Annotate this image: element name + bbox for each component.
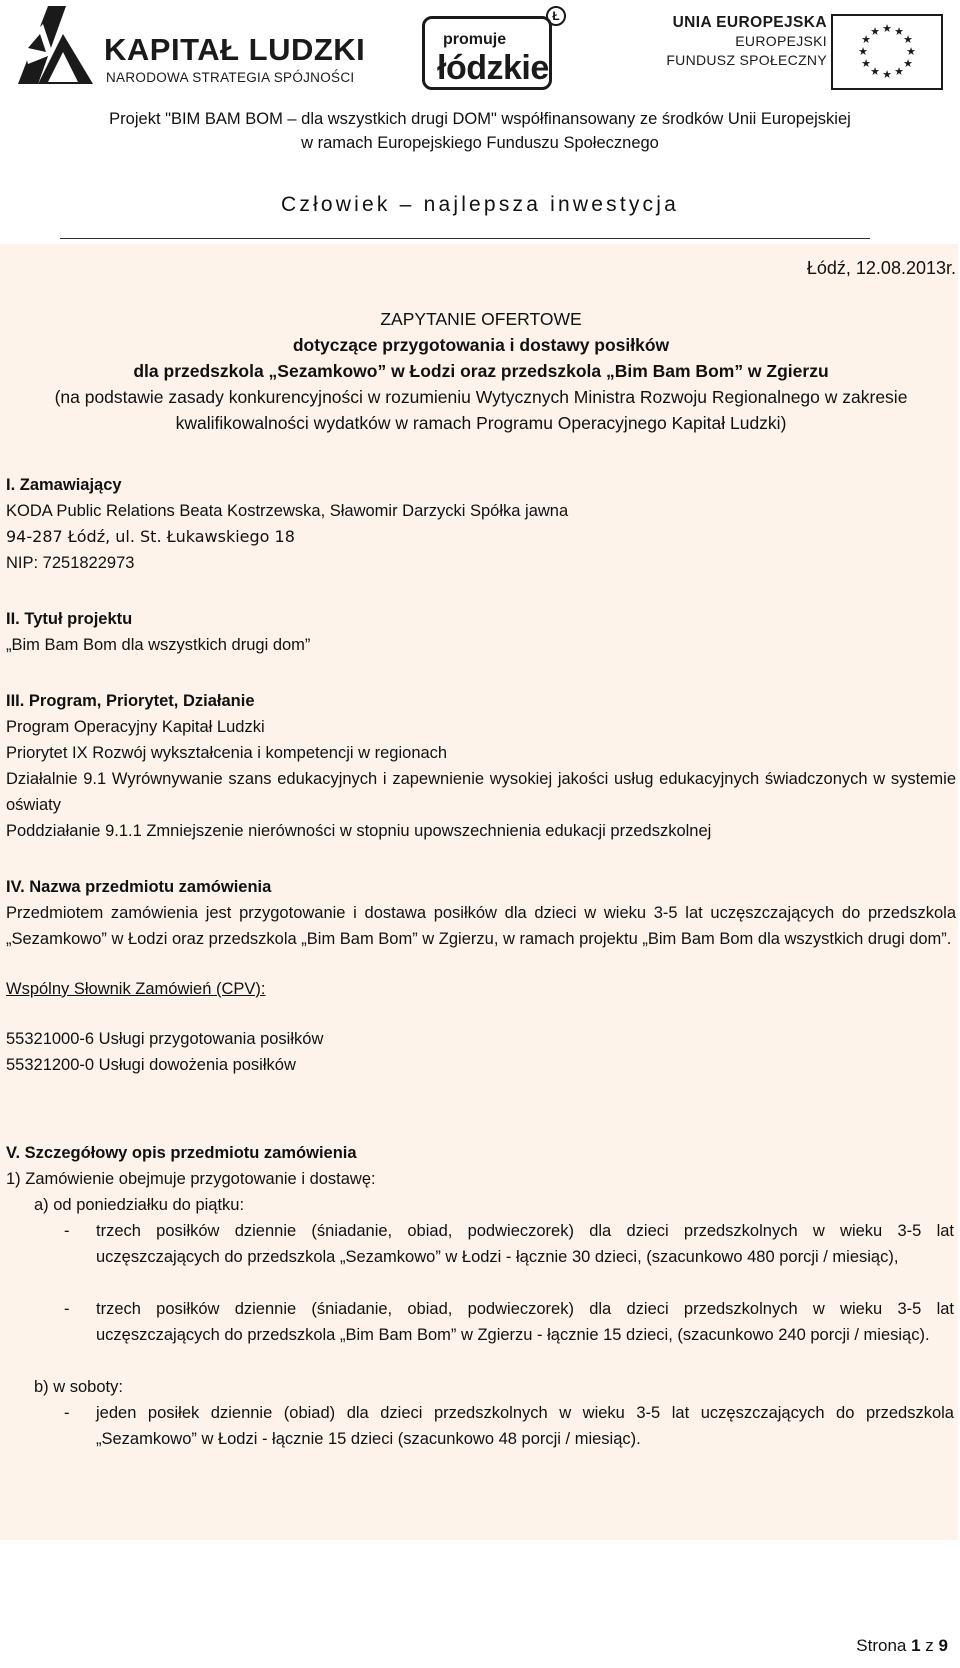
eu-text xyxy=(666,14,827,70)
document-date: Łódź, 12.08.2013r. xyxy=(806,258,956,278)
eu-flag-icon xyxy=(831,14,943,90)
section-line: Priorytet IX Rozwój wykształcenia i kompetencji w regionach xyxy=(6,744,448,762)
dash-marker: - xyxy=(64,1300,70,1318)
section-line: Program Operacyjny Kapitał Ludzki xyxy=(6,718,265,736)
lodzkie-pre: promuje xyxy=(443,31,507,48)
header-divider xyxy=(60,238,870,239)
section-line: Poddziałanie 9.1.1 Zmniejszenie nierówności w stopniu upowszechnienia edukacji przedszkolnej xyxy=(6,822,712,840)
promuje-lodzkie-logo xyxy=(420,6,570,90)
svg-text:★: ★ xyxy=(870,25,880,38)
svg-text:★: ★ xyxy=(858,45,868,58)
eu-line1: UNIA EUROPEJSKA xyxy=(672,14,827,31)
project-line-2: w ramach Europejskiego Funduszu Społecznego xyxy=(301,134,659,152)
svg-text:★: ★ xyxy=(870,65,880,78)
section-tytul-projektu xyxy=(6,606,956,658)
section-line: 94-287 Łódź, ul. St. Łukawskiego 18 xyxy=(6,527,295,546)
page-header xyxy=(0,0,960,244)
dash-marker: - xyxy=(64,1404,70,1422)
section-nazwa-przedmiotu xyxy=(6,874,956,1078)
list-item-text: trzech posiłków dziennie (śniadanie, obiad, podwieczorek) dla dzieci przedszkolnych w wieku 3-5 lat uczęszczających do przedszkola „Sezamkowo” w Łodzi - łącznie 30 dzieci, (szacunkowo 480 porcji / miesiąc), xyxy=(96,1222,954,1266)
motto: Człowiek – najlepsza inwestycja xyxy=(281,193,679,216)
project-line-1: Projekt "BIM BAM BOM – dla wszystkich drugi DOM" współfinansowany ze środków Unii Europejskiej xyxy=(109,110,851,128)
lodzkie-main: łódzkie xyxy=(437,49,549,87)
eu-stars-icon xyxy=(833,16,941,88)
section-heading: V. Szczegółowy opis przedmiotu zamówienia xyxy=(6,1144,357,1162)
list-item-text: jeden posiłek dziennie (obiad) dla dzieci przedszkolnych w wieku 3-5 lat uczęszczających do przedszkola „Sezamkowo” w Łodzi - łącznie 15 dzieci (szacunkowo 48 porcji / miesiąc). xyxy=(96,1404,954,1448)
lodzkie-frame xyxy=(422,16,552,90)
cpv-item: 55321000-6 Usługi przygotowania posiłków xyxy=(6,1030,324,1048)
list-a-label: a) od poniedziałku do piątku: xyxy=(34,1196,245,1214)
list-item xyxy=(64,1400,954,1452)
svg-text:★: ★ xyxy=(894,25,904,38)
cpv-heading: Wspólny Słownik Zamówień (CPV): xyxy=(6,980,266,998)
list-b-label: b) w soboty: xyxy=(34,1378,123,1396)
svg-text:★: ★ xyxy=(906,45,916,58)
svg-text:★: ★ xyxy=(903,57,913,70)
eu-line2: EUROPEJSKI xyxy=(735,33,827,49)
section-line: KODA Public Relations Beata Kostrzewska, Sławomir Darzycki Spółka jawna xyxy=(6,502,569,520)
section-heading: IV. Nazwa przedmiotu zamówienia xyxy=(6,878,272,896)
lodzkie-badge-icon: Ł xyxy=(546,6,566,26)
section-heading: I. Zamawiający xyxy=(6,476,122,494)
section-heading: III. Program, Priorytet, Działanie xyxy=(6,692,255,710)
section-intro: 1) Zamówienie obejmuje przygotowanie i dostawę: xyxy=(6,1170,376,1188)
kl-subtitle: NARODOWA STRATEGIA SPÓJNOŚCI xyxy=(106,70,355,85)
svg-text:★: ★ xyxy=(861,33,871,46)
list-item-text: trzech posiłków dziennie (śniadanie, obiad, podwieczorek) dla dzieci przedszkolnych w wieku 3-5 lat uczęszczających do przedszkola „Bim Bam Bom” w Zgierzu - łącznie 15 dzieci, (szacunkowo 240 porcji / miesiąc). xyxy=(96,1300,954,1344)
section-zamawiajacy xyxy=(6,472,956,576)
title-block xyxy=(6,306,956,436)
eu-line3: FUNDUSZ SPOŁECZNY xyxy=(666,52,827,68)
footer-label: Strona xyxy=(856,1636,907,1655)
title-line-3: dla przedszkola „Sezamkowo” w Łodzi oraz przedszkola „Bim Bam Bom” w Zgierzu xyxy=(133,361,829,381)
section-paragraph: Przedmiotem zamówienia jest przygotowanie i dostawa posiłków dla dzieci w wieku 3-5 lat uczęszczających do przedszkola „Sezamkowo” w Łodzi oraz przedszkola „Bim Bam Bom” w Zgierzu, w ramach projektu „Bim Bam Bom dla wszystkich drugi dom”. xyxy=(6,904,956,948)
page-footer xyxy=(856,1636,948,1656)
section-szczegolowy-opis xyxy=(6,1140,956,1192)
section-program xyxy=(6,688,956,844)
footer-total: 9 xyxy=(938,1636,948,1655)
title-line-1: ZAPYTANIE OFERTOWE xyxy=(380,309,582,329)
eu-logo xyxy=(655,14,955,94)
title-line-4: (na podstawie zasady konkurencyjności w rozumieniu Wytycznych Ministra Rozwoju Regionalnego w zakresie xyxy=(54,387,908,407)
section-line: NIP: 7251822973 xyxy=(6,554,135,572)
kl-title: KAPITAŁ LUDZKI xyxy=(104,32,366,67)
section-line: Działalnie 9.1 Wyrównywanie szans edukacyjnych i zapewnienie wysokiej jakości usług edukacyjnych świadczonych w systemie oświaty xyxy=(6,770,956,814)
section-heading: II. Tytuł projektu xyxy=(6,610,133,628)
title-line-5: kwalifikowalności wydatków w ramach Programu Operacyjnego Kapitał Ludzki) xyxy=(175,413,787,433)
svg-text:★: ★ xyxy=(882,68,892,81)
kapital-ludzki-logo xyxy=(8,4,366,88)
section-line: „Bim Bam Bom dla wszystkich drugi dom” xyxy=(6,636,311,654)
title-line-2: dotyczące przygotowania i dostawy posiłków xyxy=(292,335,670,355)
svg-text:★: ★ xyxy=(894,65,904,78)
dash-marker: - xyxy=(64,1222,70,1240)
svg-text:★: ★ xyxy=(861,57,871,70)
svg-text:★: ★ xyxy=(882,22,892,35)
footer-sep: z xyxy=(925,1636,934,1655)
list-item xyxy=(64,1296,954,1374)
list-item xyxy=(64,1218,954,1296)
cpv-item: 55321200-0 Usługi dowożenia posiłków xyxy=(6,1056,296,1074)
kapital-ludzki-emblem-icon xyxy=(8,4,98,88)
svg-text:★: ★ xyxy=(903,33,913,46)
footer-page: 1 xyxy=(911,1636,921,1655)
